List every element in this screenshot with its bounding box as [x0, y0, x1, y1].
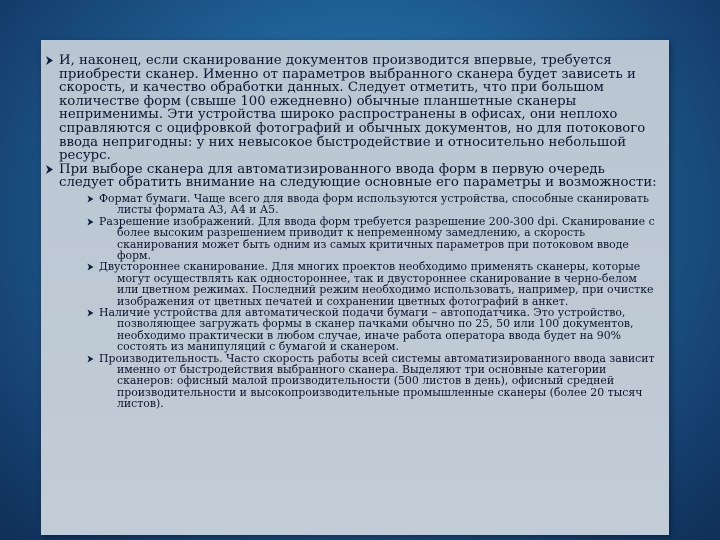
list-item-performance [99, 353, 661, 410]
bullet-arrow-icon [87, 355, 94, 363]
bullet-arrow-icon [45, 55, 54, 66]
bullet-arrow-icon [87, 195, 94, 203]
list-item-text: Производительность. Часто скорость работы всей системы автоматизированного ввода зависит именно от быстродействия выбранного сканера. Выделяют три основные категории сканеров: офисный малой производительности (500 листов в день), офисный средней производительности и высокопроизводительные промышленные сканеры (более 20 тысяч листов). [99, 351, 655, 411]
list-item-resolution [99, 216, 661, 262]
slide-content [47, 54, 661, 410]
list-item-text: Наличие устройства для автоматической подачи бумаги – автоподатчика. Это устройство, позволяющее загружать формы в сканер пачками обычно по 25, 50 или 100 документов, необходимо практически в любом случае, иначе работа оператора ввода будет на 90% состоять из манипуляций с бумагой и сканером. [99, 306, 634, 354]
list-item-paper-format [99, 193, 661, 216]
paragraph-selection [47, 163, 661, 190]
text-panel [41, 40, 669, 535]
list-item-text: Формат бумаги. Чаще всего для ввода форм используются устройства, способные сканировать листы формата А3, А4 и А5. [99, 191, 649, 217]
paragraph-text: При выборе сканера для автоматизированного ввода форм в первую очередь следует обратить внимание на следующие основные его параметры и возможности: [59, 161, 657, 191]
list-item-text: Разрешение изображений. Для ввода форм требуется разрешение 200-300 dpi. Сканирование с более высоким разрешением приводит к непременному замедлению, а скорость сканирования может быть одним из самых критичных параметров при потоковом вводе форм. [99, 214, 655, 262]
list-item-text: Двустороннее сканирование. Для многих проектов необходимо применять сканеры, которые могут осуществлять как одностороннее, так и двустороннее сканирование в черно-белом или цветном режимах. Последний режим необходимо использовать, например, при очистке изображения от цветных печатей и сохранении цветных фотографий в анкет. [99, 260, 654, 308]
bullet-arrow-icon [45, 164, 54, 175]
list-item-feeder [99, 307, 661, 353]
parameter-list [47, 193, 661, 410]
bullet-arrow-icon [87, 309, 94, 317]
paragraph-text: И, наконец, если сканирование документов производится впервые, требуется приобрести сканер. Именно от параметров выбранного сканера будет зависеть и скорость, и качество обработки данных. Следует отметить, что при большом количестве форм (свыше 100 ежедневно) обычные планшетные сканеры неприменимы. Эти устройства широко распространены в офисах, они неплохо справляются с оцифровкой фотографий и обычных документов, но для потокового ввода непригодны: у них невысокое быстродействие и относительно небольшой ресурс. [59, 53, 646, 164]
paragraph-intro [47, 54, 661, 163]
bullet-arrow-icon [87, 263, 94, 271]
list-item-duplex [99, 261, 661, 307]
bullet-arrow-icon [87, 218, 94, 226]
